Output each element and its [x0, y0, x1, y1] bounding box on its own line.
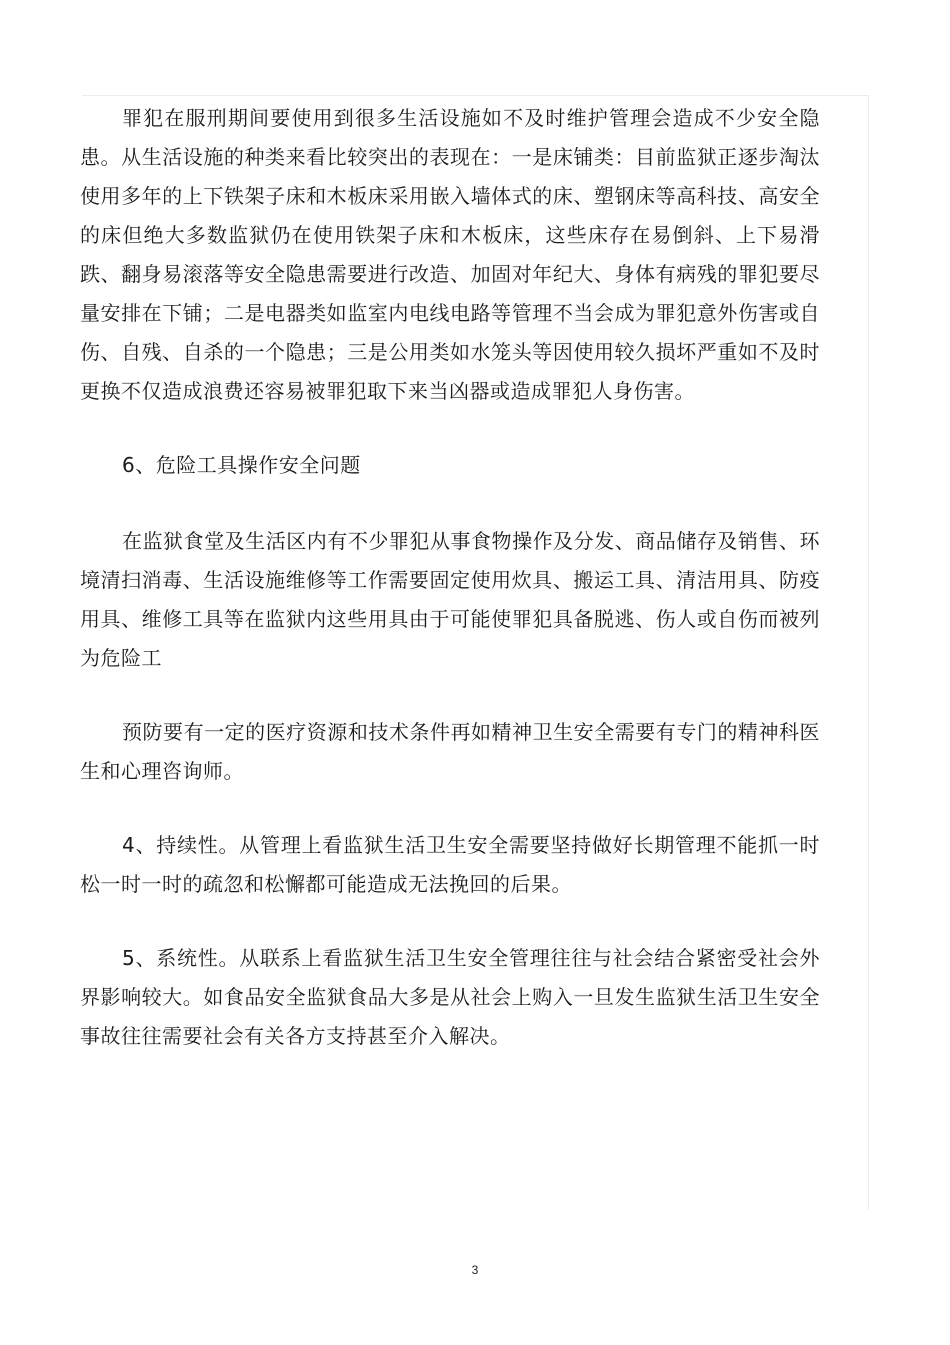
paragraph-continuity: 4、持续性。从管理上看监狱生活卫生安全需要坚持做好长期管理不能抓一时松一时一时的疏忽和松懈都可能造成无法挽回的后果。 [80, 833, 820, 896]
paragraph-dangerous-tools: 在监狱食堂及生活区内有不少罪犯从事食物操作及分发、商品储存及销售、环境清扫消毒、生活设施维修等工作需要固定使用炊具、搬运工具、清洁用具、防疫用具、维修工具等在监狱内这些用具由于可能使罪犯具备脱逃、伤人或自伤而被列为危险工 [80, 529, 820, 670]
page-border-top [82, 95, 869, 96]
paragraph-prevention: 预防要有一定的医疗资源和技术条件再如精神卫生安全需要有专门的精神科医生和心理咨询师。 [80, 720, 820, 783]
paragraph-systematic: 5、系统性。从联系上看监狱生活卫生安全管理往往与社会结合紧密受社会外界影响较大。如食品安全监狱食品大多是从社会上购入一旦发生监狱生活卫生安全事故往往需要社会有关各方支持甚至介入解决。 [80, 946, 820, 1048]
page-number: 3 [471, 1263, 479, 1277]
paragraph-living-facilities: 罪犯在服刑期间要使用到很多生活设施如不及时维护管理会造成不少安全隐患。从生活设施的种类来看比较突出的表现在：一是床铺类：目前监狱正逐步淘汰使用多年的上下铁架子床和木板床采用嵌入墙体式的床、塑钢床等高科技、高安全的床但绝大多数监狱仍在使用铁架子床和木板床，这些床存在易倒斜、上下易滑跌、翻身易滚落等安全隐患需要进行改造、加固对年纪大、身体有病残的罪犯要尽量安排在下铺；二是电器类如监室内电线电路等管理不当会成为罪犯意外伤害或自伤、自残、自杀的一个隐患；三是公用类如水笼头等因使用较久损坏严重如不及时更换不仅造成浪费还容易被罪犯取下来当凶器或造成罪犯人身伤害。 [80, 106, 820, 403]
document-body [80, 99, 820, 1056]
page-border-right [868, 95, 869, 1210]
section-heading-dangerous-tools: 6、危险工具操作安全问题 [122, 453, 361, 477]
